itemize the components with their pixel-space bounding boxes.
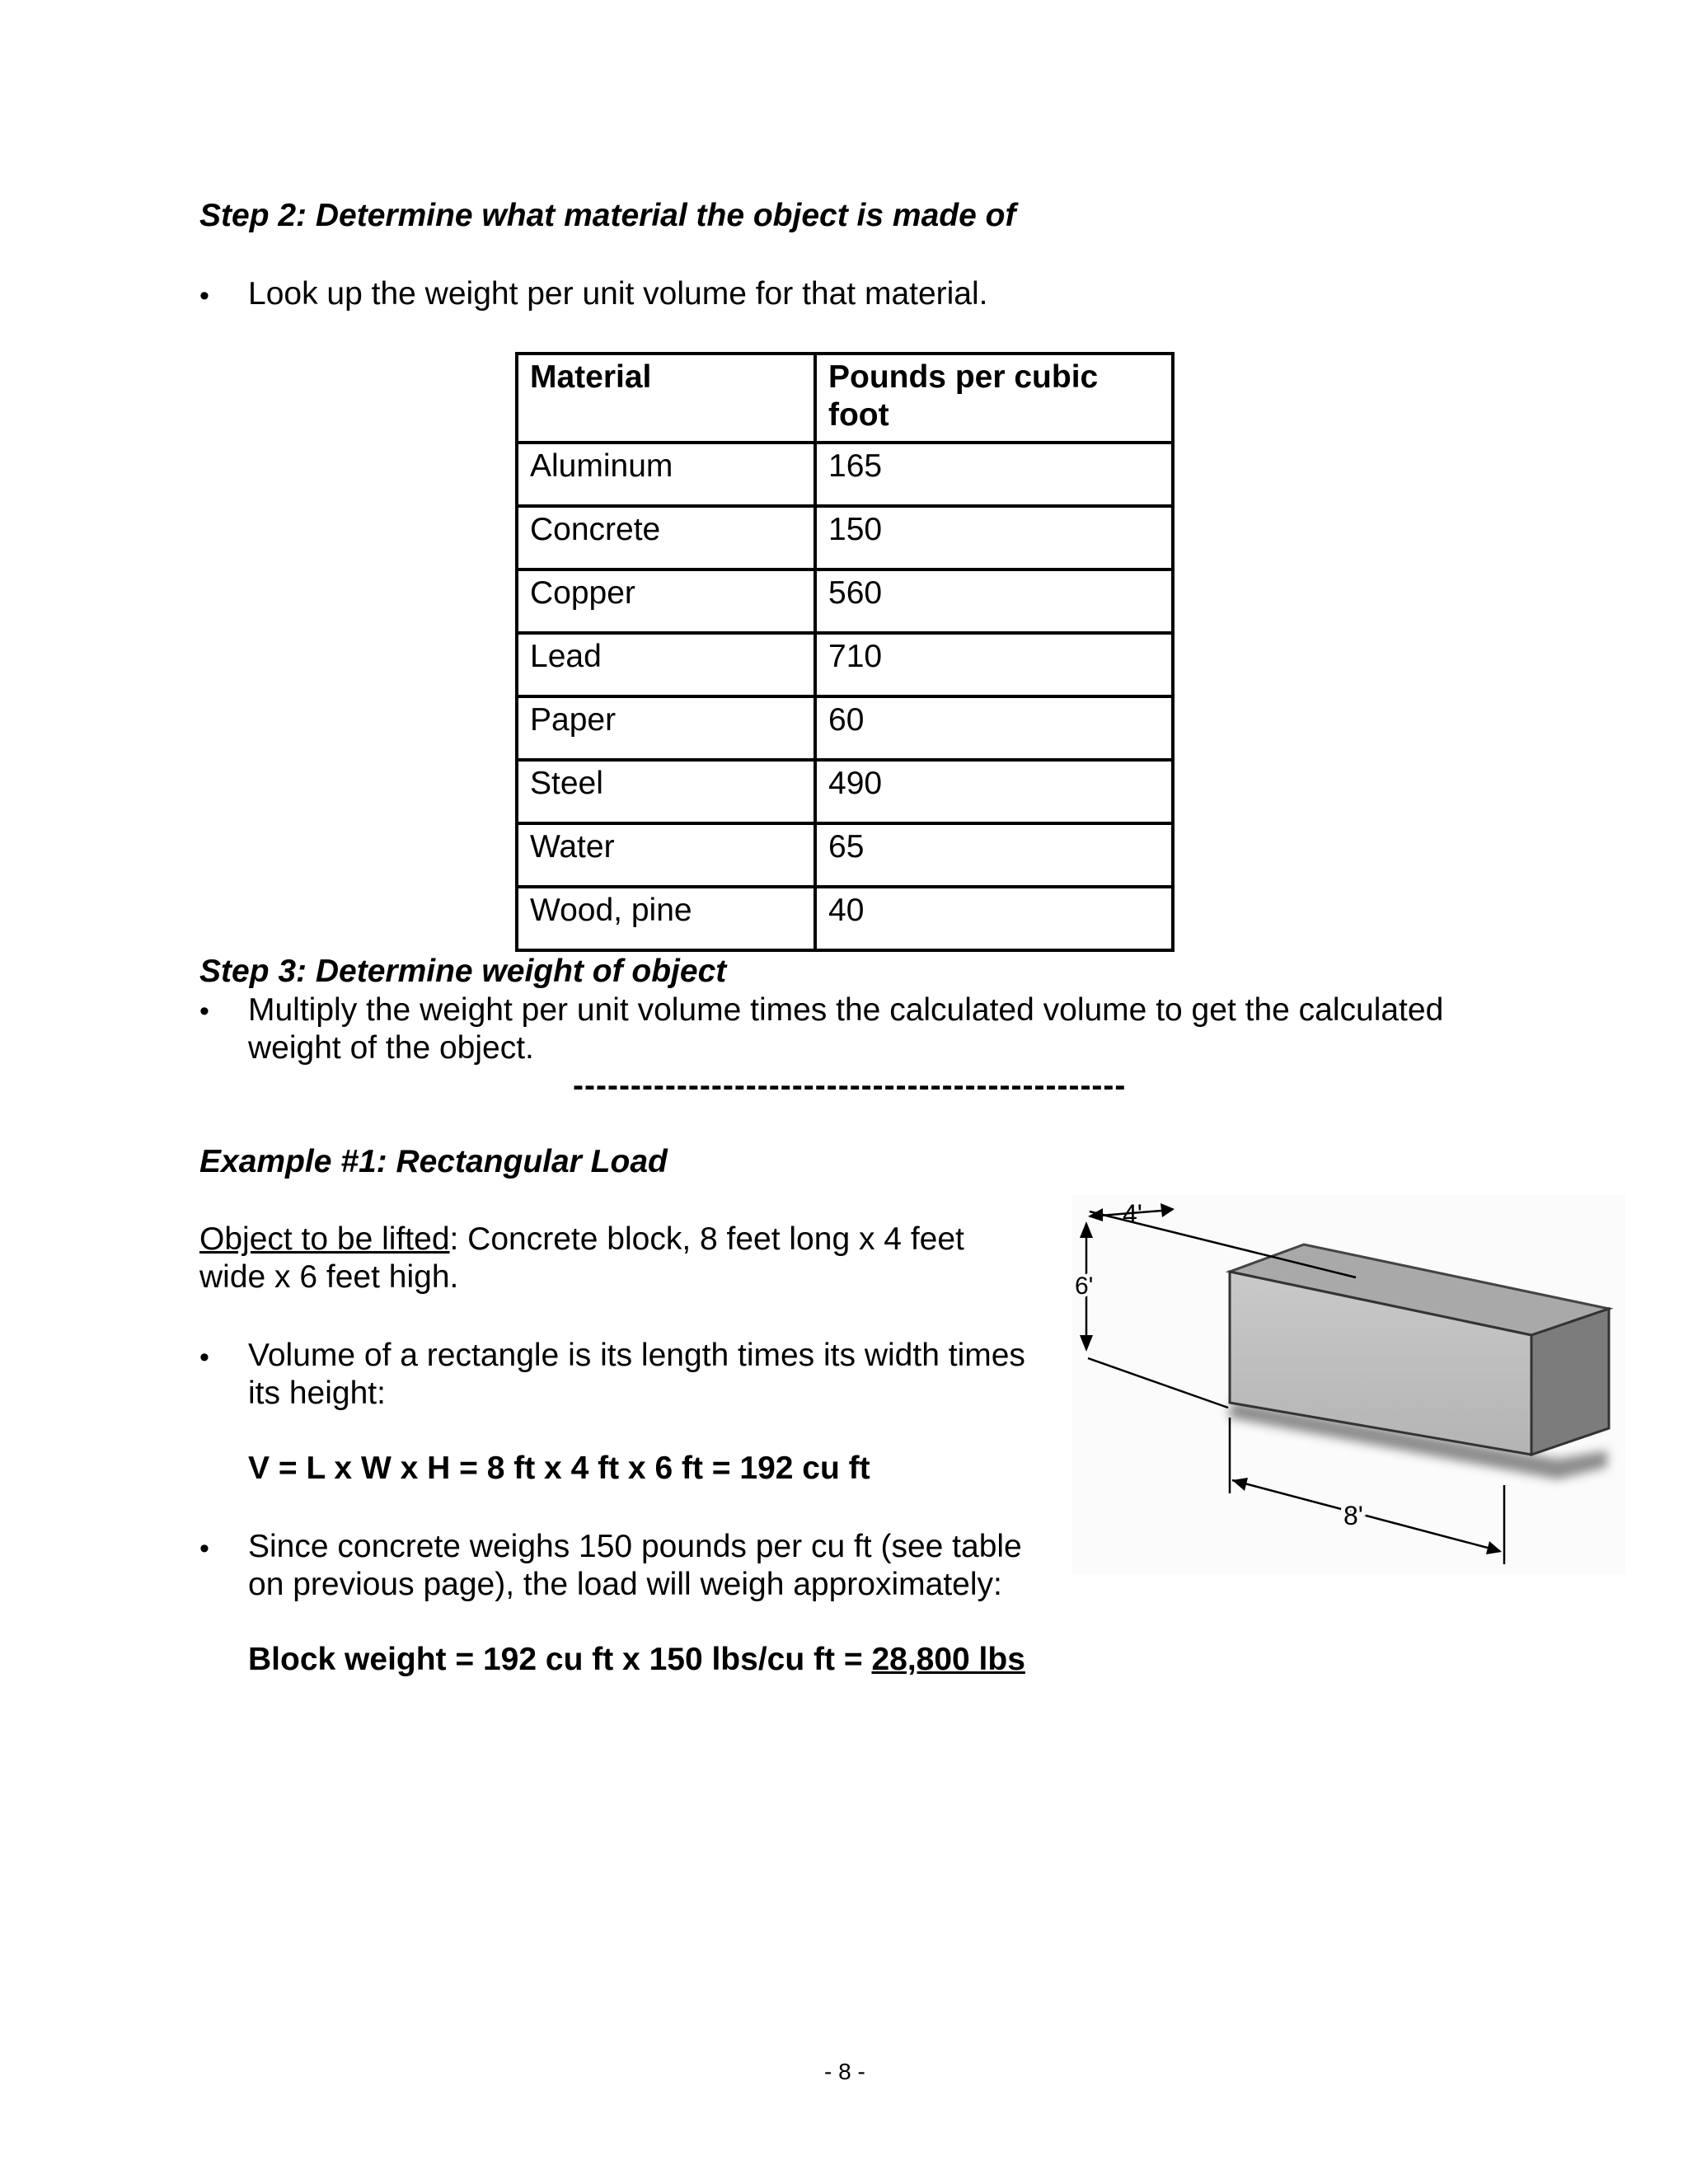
height-label: 6': [1075, 1272, 1094, 1300]
step2-heading: Step 2: Determine what material the object is made of: [199, 198, 1016, 233]
page-number: - 8 -: [824, 2059, 865, 2084]
material-cell: Water: [517, 823, 815, 887]
bullet-marker: •: [199, 996, 209, 1027]
object-description-line2: wide x 6 feet high.: [199, 1259, 459, 1295]
weight-formula-text: Block weight = 192 cu ft x 150 lbs/cu ft =: [248, 1642, 872, 1677]
block-side-face: [1531, 1309, 1609, 1455]
materials-table: [515, 352, 1175, 952]
material-cell: Concrete: [517, 506, 815, 569]
width-label: 4': [1123, 1199, 1142, 1229]
table-row: [517, 823, 1173, 887]
object-description-line1: [199, 1221, 964, 1258]
material-cell: Steel: [517, 760, 815, 823]
concrete-block-diagram: [1071, 1195, 1625, 1574]
bullet-marker: •: [199, 1342, 209, 1373]
material-cell: Copper: [517, 569, 815, 633]
object-label: Object to be lifted: [199, 1221, 450, 1257]
step3-bullet-line1: Multiply the weight per unit volume times the calculated volume to get the calculated: [248, 992, 1444, 1028]
step2-bullet: Look up the weight per unit volume for that material.: [248, 276, 988, 312]
step3-heading: Step 3: Determine weight of object: [199, 954, 727, 989]
bullet-marker: •: [199, 280, 209, 312]
value-cell: 40: [815, 887, 1173, 950]
weight-formula: [248, 1642, 1025, 1678]
table-row: [517, 569, 1173, 633]
header-pounds: Pounds per cubic foot: [815, 354, 1173, 443]
material-cell: Wood, pine: [517, 887, 815, 950]
volume-bullet-line1: Volume of a rectangle is its length times its width times: [248, 1338, 1025, 1373]
table-header-row: [517, 354, 1173, 443]
value-cell: 710: [815, 633, 1173, 696]
volume-bullet-line2: its height:: [248, 1376, 386, 1411]
step3-bullet-line2: weight of the object.: [248, 1030, 534, 1066]
header-material: Material: [517, 354, 815, 443]
material-cell: Lead: [517, 633, 815, 696]
weight-result: 28,800 lbs: [871, 1642, 1025, 1677]
material-cell: Paper: [517, 696, 815, 760]
table-row: [517, 633, 1173, 696]
table-row: [517, 443, 1173, 506]
bullet-marker: •: [199, 1533, 209, 1564]
table-row: [517, 506, 1173, 569]
volume-formula: V = L x W x H = 8 ft x 4 ft x 6 ft = 192 cu ft: [248, 1451, 870, 1486]
table-row: [517, 760, 1173, 823]
table-row: [517, 696, 1173, 760]
length-label: 8': [1343, 1501, 1363, 1530]
value-cell: 490: [815, 760, 1173, 823]
weight-bullet-line1: Since concrete weighs 150 pounds per cu ft (see table: [248, 1529, 1022, 1564]
separator-line: ------------------------------------------------: [573, 1068, 1127, 1104]
value-cell: 165: [815, 443, 1173, 506]
material-cell: Aluminum: [517, 443, 815, 506]
value-cell: 150: [815, 506, 1173, 569]
value-cell: 60: [815, 696, 1173, 760]
table-row: [517, 887, 1173, 950]
value-cell: 560: [815, 569, 1173, 633]
value-cell: 65: [815, 823, 1173, 887]
object-text: : Concrete block, 8 feet long x 4 feet: [449, 1221, 964, 1257]
example1-heading: Example #1: Rectangular Load: [199, 1144, 668, 1179]
weight-bullet-line2: on previous page), the load will weigh approximately:: [248, 1567, 1002, 1602]
